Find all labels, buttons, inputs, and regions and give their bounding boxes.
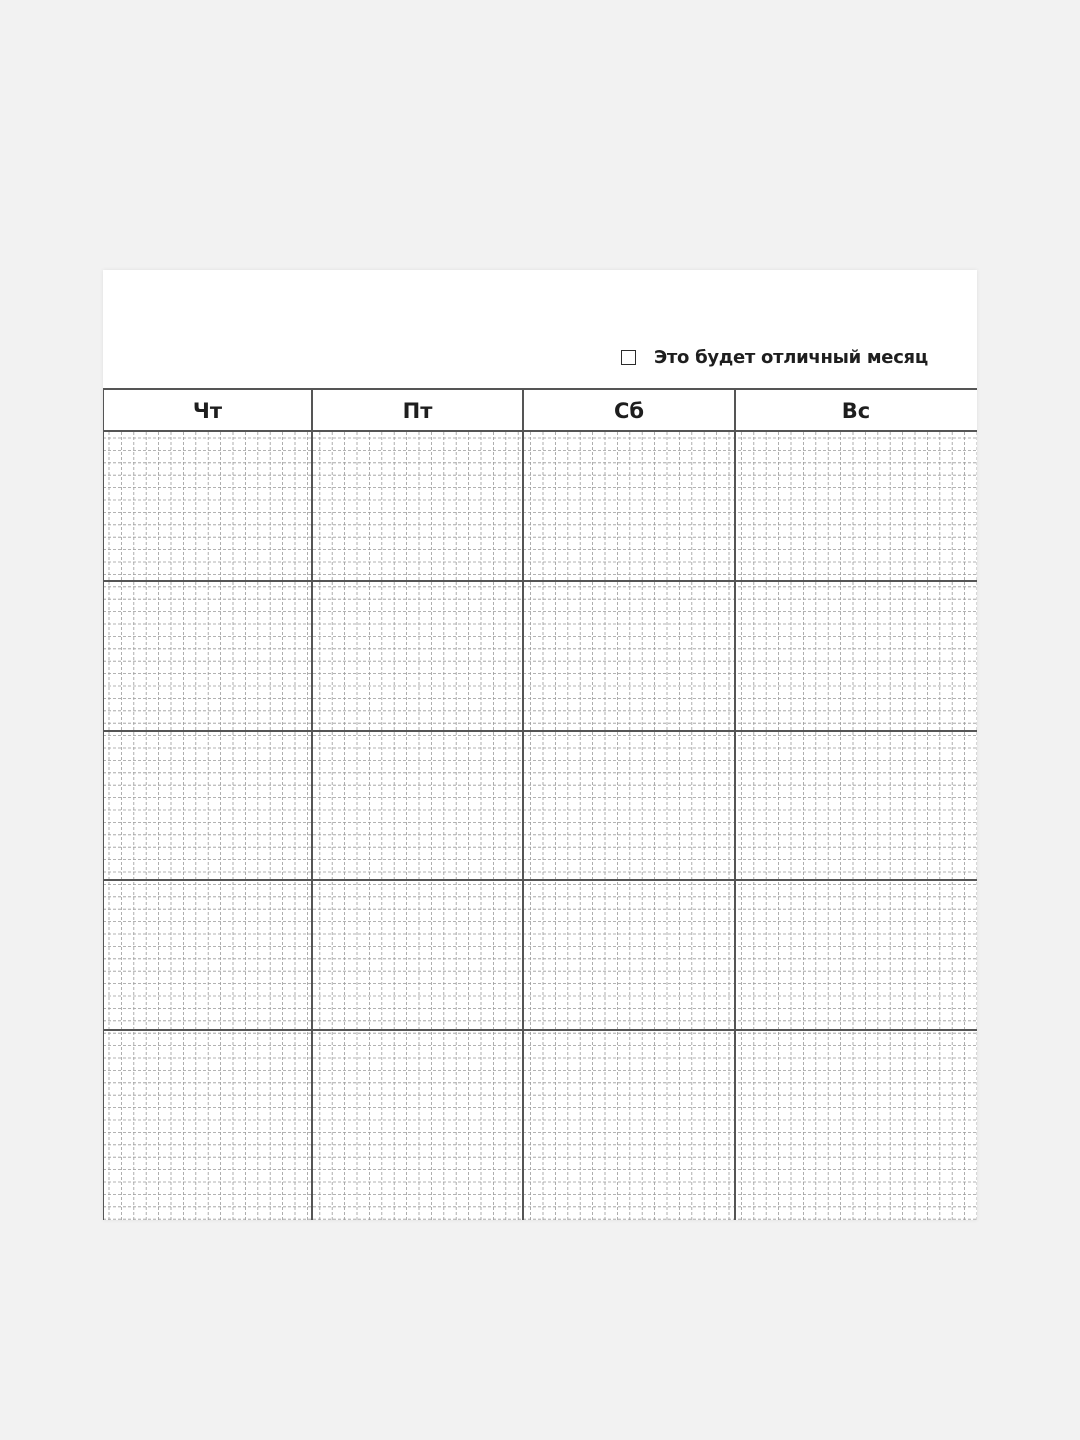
day-header-fri: Пт — [402, 399, 433, 423]
month-note — [621, 342, 928, 372]
day-header-thu: Чт — [192, 399, 223, 423]
calendar-grid — [103, 432, 977, 1220]
month-note-label: Это будет отличный месяц — [654, 346, 928, 368]
day-header-sat: Сб — [613, 399, 645, 423]
month-note-checkbox[interactable] — [621, 350, 636, 365]
planner-sheet — [103, 270, 977, 1220]
weekday-header — [103, 388, 977, 432]
day-header-sun: Вс — [841, 399, 871, 423]
calendar-grid-lines — [103, 432, 977, 1220]
